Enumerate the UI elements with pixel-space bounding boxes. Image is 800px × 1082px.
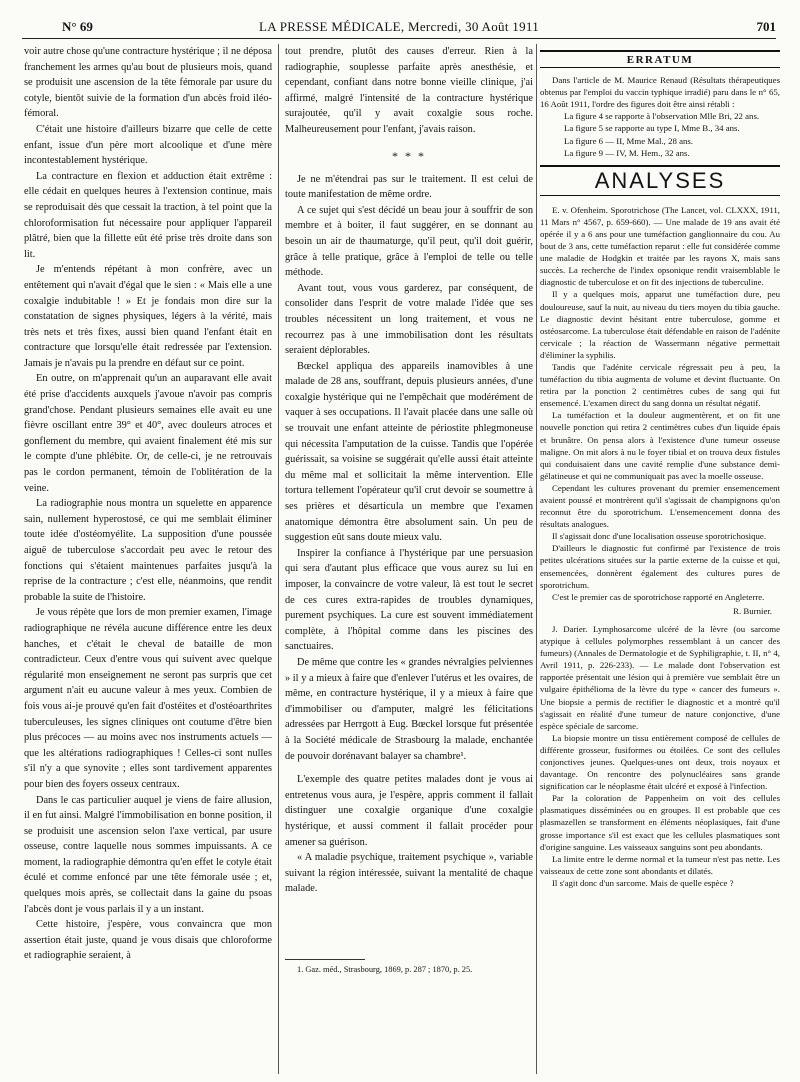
analysis-article-lymphosarcome xyxy=(540,623,780,889)
paragraph: voir autre chose qu'une contracture hystérique ; il ne déposa franchement les armes qu'au bout de plusieurs mois, quand se produisit une ascension de la tête fémorale par usure du cotyle, bientôt suivie de la formation d'un abcès froid iléo-fémoral. xyxy=(24,46,273,120)
paragraph: La tuméfaction et la douleur augmentèrent, et on fit une nouvelle ponction qui retira 2 centimètres cubes d'un liquide épais et brunâtre. On pensa alors à l'existence d'une tumeur osseuse maligne. On mit alors à nu le foyer tibial et on trouva deux fistules qui conduisaient dans une cavité remplie d'une substance demi-gélatineuse et qui ne communiquait pas avec la moelle osseuse. xyxy=(540,410,780,481)
page-number: 701 xyxy=(756,19,776,34)
paragraph: Il y a quelques mois, apparut une tuméfaction dure, peu douloureuse, sauf la nuit, au niveau du tiers moyen du tibia gauche. Le diagnostic devint hésitant entre tuberculose, gomme et ostéosarcome. La tuberculose était défendable en raison de l'adénite cervicale ; la réaction de Wassermann négative permettait d'éliminer la syphilis. xyxy=(540,289,780,360)
paragraph: J. Darier. Lymphosarcome ulcéré de la lèvre (ou sarcome atypique à cellules polymorphes ressemblant à un cancer des fumeurs) (Annales de Dermatologie et de Syphiligraphie, t. II, n° 4, Avril 1911, p. 226-233). — Le malade dont l'observation est rapportée présentait une lésion qui à première vue semblait être un vulgaire épithélioma de la lèvre du type « cancer des fumeurs ». Une biopsie a permis de rectifier le diagnostic et a montré qu'il s'agissait en réalité d'une tumeur de nature conjonctive, d'une espèce spéciale de sarcome. xyxy=(540,623,780,731)
erratum-intro: Dans l'article de M. Maurice Renaud (Résultats thérapeutiques obtenus par l'emploi du vaccin typhique irradié) paru dans le n° 65, 16 Août 1911, l'ordre des figures doit être ainsi rétabli : xyxy=(540,75,780,110)
paragraph: De même que contre les « grandes névralgies pelviennes » il y a mieux à faire que d'enlever l'utérus et les ovaires, de même, en contracture hystérique, il y a mieux à faire que d'immobiliser ou d'amputer, malgré les félicitations adressées par Herrgott à Eug. Bœckel lorsque fut présentée à la Société médicale de Strasbourg la malade, enchantée de pouvoir dorénavant balayer sa chambre¹. xyxy=(285,656,533,762)
paragraph: D'ailleurs le diagnostic fut confirmé par l'existence de trois petites ulcérations situées sur la partie externe de la cuisse et qui, ensemencées, donnèrent également des cultures pures de sporotrichum. xyxy=(540,543,780,590)
column-middle xyxy=(285,44,533,975)
paragraph: La biopsie montre un tissu entièrement composé de cellules de différente grosseur, fusiformes ou étoilées. Ce sont des cellules conjonctives jeunes. Quelques-unes ont deux, trois noyaux et davantage. On rencontre des polynucléaires sans grande signification car le néoplasme était ulcéré et exposé à l'infection. xyxy=(540,732,780,792)
paragraph: Je vous répète que lors de mon premier examen, l'image radiographique ne révéla aucune différence entre les deux hanches, et c'était le cheval de bataille de mon contradicteur. Ceux d'entre vous qui suivent avec quelque régularité mon enseignement ne seront pas surpris que cet argument n'ait eu aucune valeur à mes yeux. Combien de fois vous ai-je prouvé qu'en fait d'ostéites et d'ostéoarthrites tuberculeuses, les signes cliniques ont coutume d'être bien plus précoces — au moins avec nos instruments actuels — que les altérations radiographiques ! Celles-ci sont nulles s'il n'y a que synovite ; elles sont tardivement apparentes pour bien des foyers osseux centraux. xyxy=(24,607,272,790)
journal-title: LA PRESSE MÉDICALE, Mercredi, 30 Août 1911 xyxy=(258,19,540,34)
paragraph: Inspirer la confiance à l'hystérique par une persuasion qui sera d'autant plus efficace que vous aurez su lui en imposer, la convaincre de votre valeur, là est tout le secret de ces cures extra-rapides de troubles dynamiques, purement psychiques. La cure est souvent immédiatement complète, à l'hôpital comme dans les piscines des sanctuaires. xyxy=(285,547,533,653)
column-right xyxy=(540,44,780,889)
paragraph: La contracture en flexion et adduction était extrême : elle cédait en quelques heures à l'extension continue, mais se reproduisait dès que cessait la traction, à tel point que la chloroformisation fut nécessaire pour appliquer l'appareil plâtré, bien que la fillette eût été prise très droite dans son lit. xyxy=(24,170,272,260)
paragraph: « A maladie psychique, traitement psychique », variable suivant la région intéressée, suivant la mentalité de chaque malade. xyxy=(285,852,533,895)
section-asterism: * * * xyxy=(392,148,426,163)
paragraph: Cette histoire, j'espère, vous convaincra que mon assertion était juste, quand je vous disais que chloroforme et radiographie seraient, à xyxy=(24,919,272,962)
erratum-line: La figure 4 se rapporte à l'observation Mlle Bri, 22 ans. xyxy=(564,111,760,122)
analysis-article-sporotrichose xyxy=(540,204,780,603)
footnote: 1. Gaz. méd., Strasbourg, 1869, p. 287 ; 1870, p. 25. xyxy=(297,964,473,974)
column-rule-2 xyxy=(536,44,537,1074)
column-rule-1 xyxy=(278,44,279,1074)
paragraph: En outre, on m'apprenait qu'un an auparavant elle avait été prise d'accidents auxquels j'avoue n'avoir pas compris grand'chose. Pendant plusieurs semaines elle avait eu une fièvre oscillant entre 39° et 40°, avec douleurs atroces et gonflement du membre, qui avaient finalement été mis sur le compte d'une phlébite. Or, de celle-ci, je ne retrouvais pas le cordon permanent, témoin de l'oblitération de la veine. xyxy=(24,373,272,494)
paragraph: Bœckel appliqua des appareils inamovibles à une malade de 28 ans, souffrant, depuis plusieurs années, d'une coxalgie hystérique qui ne l'empêchait que modérément de vaquer à ses occupations. Il l'avait placée dans une salle où se trouvait une enfant atteinte de périostite phlegmoneuse qui nécessita l'amputation de la cuisse. Tandis que l'opérée guérissait, sa voisine se suggérait qu'elle aussi était atteinte du même mal et sollicitait la même intervention. Elle tortura tellement l'opérateur qu'il crut devoir se soumettre à ses prières et désarticula un membre que l'examen anatomique démontra être absolument sain. Un peu de suggestion eût sans doute mieux valu. xyxy=(285,360,533,544)
erratum-heading: ERRATUM xyxy=(540,50,780,68)
issue-number: N° 69 xyxy=(62,19,93,34)
paragraph: C'était une histoire d'ailleurs bizarre que celle de cette enfant, issue d'un père mort alcoolique et d'une mère incontestablement hystérique. xyxy=(24,123,272,167)
paragraph: tout prendre, plutôt des causes d'erreur. Rien à la radiographie, souplesse parfaite après anesthésie, et cependant, confiant dans notre bonne vieille clinique, j'ai affirmé, malgré l'intensité de la contracture hystérique surajoutée, qu'il y avait coxalgie sous roche. Malheureusement pour l'enfant, j'avais raison. xyxy=(285,46,533,135)
paragraph: La limite entre le derme normal et la tumeur n'est pas nette. Les vaisseaux de cette zone sont abondants et dilatés. xyxy=(540,853,780,876)
paragraph: Avant tout, vous vous garderez, par conséquent, de consolider dans l'esprit de votre malade l'idée que ses troubles nécessitent un long traitement, et vous ne recourrez pas à une immobilisation dont les résultats seraient déplorables. xyxy=(285,282,533,357)
paragraph: A ce sujet qui s'est décidé un beau jour à souffrir de son membre et à boiter, il faut suggérer, en se donnant au besoin un air de thaumaturge, qu'il peut, qu'il doit guérir, grâce à telle pratique, grâce à l'emploi de telle ou telle méthode. xyxy=(285,204,533,279)
paragraph: L'exemple des quatre petites malades dont je vous ai entretenus vous aura, je l'espère, appris comment il fallait distinguer une coxalgie organique d'une coxalgie hystérique, et aussi comment il fallait procéder pour amener sa guérison. xyxy=(285,774,533,848)
paragraph: Cependant les cultures provenant du premier ensemencement avaient poussé et montrèrent qu'il s'agissait de champignons qu'on reconnut être du sporotrichum. L'ensemencement donna des résultats analogues. xyxy=(540,482,780,530)
erratum-line: La figure 9 — IV, M. Hem., 32 ans. xyxy=(564,147,690,158)
paragraph: Par la coloration de Pappenheim on voit des cellules plasmatiques disséminées ou en groupes. Il est probable que ces plasmazellen se transforment en éléments néoplasiques, fait d'une grosse importance s'il est exact que les cellules plasmatiques sont d'origine sanguine. Les vaisseaux sanguins sont peu abondants. xyxy=(540,793,780,852)
analyses-heading: ANALYSES xyxy=(540,165,780,196)
paragraph: E. v. Ofenheim. Sporotrichose (The Lancet, vol. CLXXX, 1911, 11 Mars n° 4567, p. 659-660). — Une malade de 19 ans avait été opérée il y a 6 ans pour une tuméfaction ganglionnaire du cou. Au bout de 3 ans, cette tuméfaction reparut : elle fut considérée comme une maladie de Hodgkin et traitée par les rayons X, mais sans succès. La recherche de l'index opsonique rendit vraisemblable le diagnostic de tuberculose et on fit des injections de tuberculine. xyxy=(540,204,780,288)
erratum-line: La figure 5 se rapporte au type I, Mme B., 34 ans. xyxy=(564,123,740,134)
erratum-line: La figure 6 — II, Mme Mal., 28 ans. xyxy=(564,135,693,146)
footnote-rule xyxy=(285,959,365,960)
paragraph: Il s'agit donc d'un sarcome. Mais de quelle espèce ? xyxy=(552,877,734,888)
running-header xyxy=(22,14,776,39)
paragraph: Je m'entends répétant à mon confrère, avec un entêtement qui n'avait d'égal que le sien : « Mais elle a une coxalgie indubitable ! » Et je fondais mon dire sur la constatation de signes physiques, légers à la vérité, mais très nets et très fixes, aussi bien quand l'enfant était en contracture que lorsqu'elle était redressée par l'extension. Jamais je n'avais pu la prendre en défaut sur ce point. xyxy=(24,264,272,369)
paragraph: Tandis que l'adénite cervicale régressait peu à peu, la tuméfaction du tibia augmenta de volume et devint fluctuante. On retira par la ponction 2 centimètres cubes de sang qui fut ensemencé. L'examen direct du sang donna un résultat négatif. xyxy=(540,361,780,409)
paragraph: La radiographie nous montra un squelette en apparence sain, nullement hyperostosé, ce qui me semblait éliminer toute idée d'ostéomyélite. La supposition d'une poussée aiguë de tuberculose s'accordait peu avec le retour des fonctions qui s'étaient maintenues parfaites jusqu'à la reprise de la contracture ; c'est elle, néanmoins, que rendit probable la suite de l'histoire. xyxy=(24,498,272,603)
paragraph: Dans le cas particulier auquel je viens de faire allusion, il en fut ainsi. Malgré l'immobilisation en bonne position, il se produisit une ascension selon l'axe vertical, par usure osseuse, contre laquelle nous sommes impuissants. A ce moment, la radiographie démontra qu'en effet le cotyle était éculé et comme enfoncé par une tête fémorale usée ; et, quelques mois après, se collectait dans la gaine du psoas l'abcès dont je vous parlais il y a un instant. xyxy=(24,794,272,915)
paragraph: C'est le premier cas de sporotrichose rapporté en Angleterre. xyxy=(552,591,765,602)
paragraph: Il s'agissait donc d'une localisation osseuse sporotrichosique. xyxy=(552,531,767,542)
author-signature: R. Burnier. xyxy=(733,605,772,616)
column-left xyxy=(24,44,272,964)
paragraph: Je ne m'étendrai pas sur le traitement. Il est celui de toute manifestation de même ordre. xyxy=(285,173,533,201)
